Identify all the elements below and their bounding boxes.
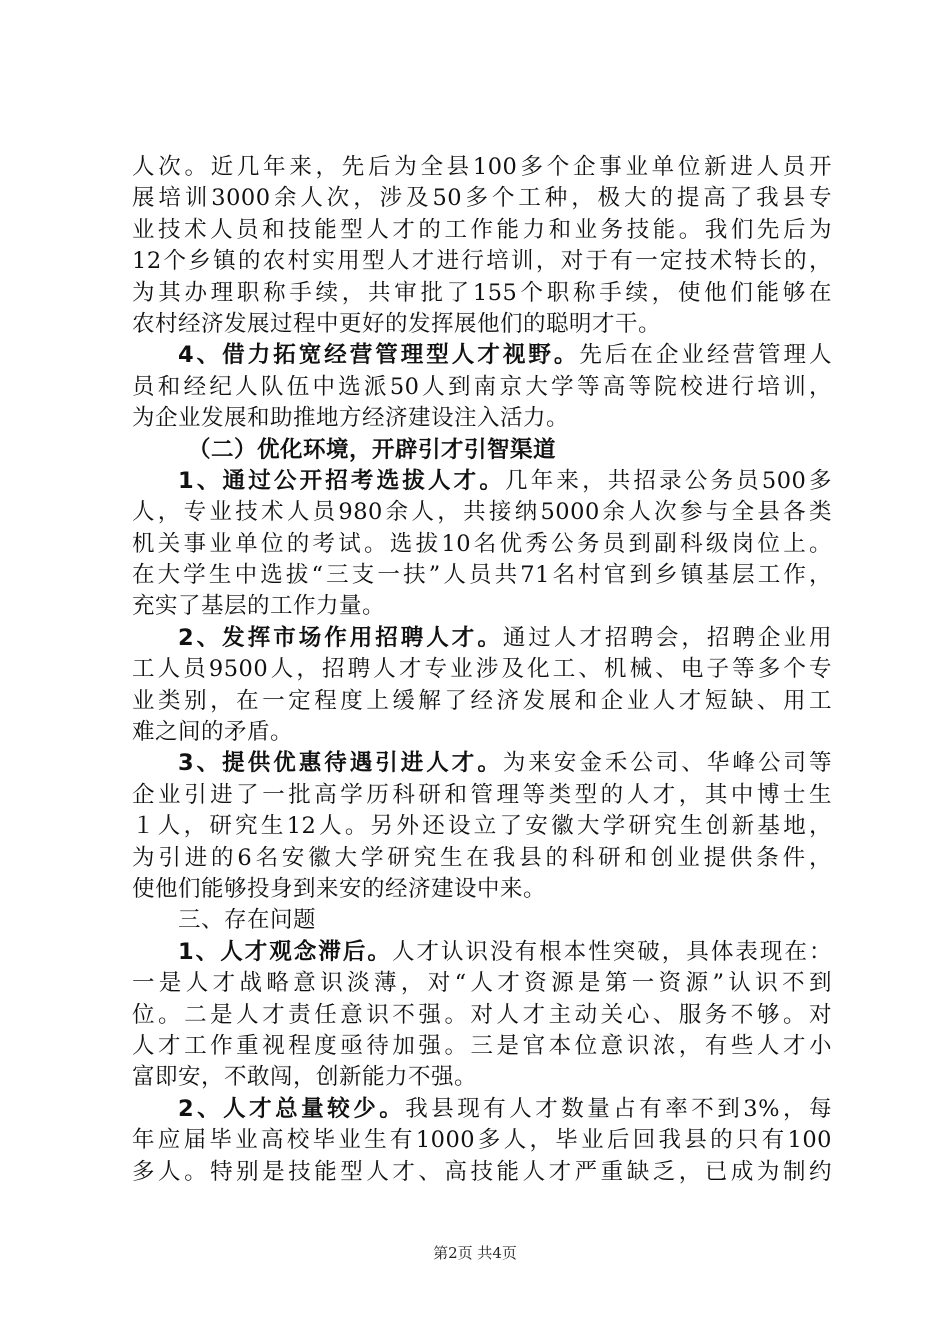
section-title: 三、存在问题 — [178, 907, 317, 934]
text-line: 位。二是人才责任意识不强。对人才主动关心、服务不够。对 — [132, 1001, 832, 1028]
text-line: 员和经纪人队伍中选派50人到南京大学等高等院校进行培训， — [132, 373, 832, 400]
paragraph-first-line — [132, 466, 832, 497]
text-line: 多人。特别是技能型人才、高技能人才严重缺乏，已成为制约 — [132, 1158, 832, 1185]
text-line: 展培训3000余人次，涉及50多个工种，极大的提高了我县专 — [132, 185, 832, 212]
paragraph-first-line — [132, 937, 832, 968]
paragraph-text: 通过人才招聘会，招聘企业用 — [502, 624, 832, 651]
paragraph-text: 先后在企业经营管理人 — [579, 342, 832, 369]
text-line: 充实了基层的工作力量。 — [132, 593, 386, 620]
text-line: 企业引进了一批高学历科研和管理等类型的人才，其中博士生 — [132, 781, 832, 808]
document-page — [132, 152, 832, 1188]
text-line: 为企业发展和助推地方经济建设注入活力。 — [132, 405, 570, 432]
paragraph-text: 为来安金禾公司、华峰公司等 — [502, 750, 832, 777]
text-line: 为其办理职称手续，共审批了155个职称手续，使他们能够在 — [132, 279, 832, 306]
paragraph-heading: 2、人才总量较少。 — [178, 1095, 406, 1122]
paragraph-heading: 4、借力拓宽经营管理型人才视野。 — [178, 342, 580, 369]
paragraph-text: 人才认识没有根本性突破，具体表现在： — [391, 938, 832, 965]
paragraph-first-line — [132, 1094, 832, 1125]
text-line: １人，研究生12人。另外还设立了安徽大学研究生创新基地， — [132, 813, 832, 840]
page-footer: 第2页 共4页 — [433, 1244, 517, 1262]
text-line: 人，专业技术人员980余人，共接纳5000余人次参与全县各类 — [132, 499, 832, 526]
text-line: 一是人才战略意识淡薄，对“人才资源是第一资源”认识不到 — [132, 970, 832, 997]
section-title: （二）优化环境，开辟引才引智渠道 — [188, 436, 557, 463]
paragraph-first-line — [132, 340, 832, 371]
text-line: 难之间的矛盾。 — [132, 719, 294, 746]
text-line: 业类别，在一定程度上缓解了经济发展和企业人才短缺、用工 — [132, 687, 832, 714]
text-line: 工人员9500人，招聘人才专业涉及化工、机械、电子等多个专 — [132, 656, 832, 683]
text-line: 农村经济发展过程中更好的发挥展他们的聪明才干。 — [132, 310, 662, 337]
text-line: 年应届毕业高校毕业生有1000多人，毕业后回我县的只有100 — [132, 1127, 832, 1154]
text-line: 使他们能够投身到来安的经济建设中来。 — [132, 875, 547, 902]
paragraph-heading: 2、发挥市场作用招聘人才。 — [178, 624, 503, 651]
text-line: 机关事业单位的考试。选拔10名优秀公务员到副科级岗位上。 — [132, 530, 832, 557]
text-line: 人才工作重视程度亟待加强。三是官本位意识浓，有些人才小 — [132, 1032, 832, 1059]
paragraph-heading: 1、人才观念滞后。 — [178, 938, 392, 965]
paragraph-heading: 3、提供优惠待遇引进人才。 — [178, 750, 503, 777]
text-line: 业技术人员和技能型人才的工作能力和业务技能。我们先后为 — [132, 216, 832, 243]
paragraph-heading: 1、通过公开招考选拔人才。 — [178, 467, 506, 494]
text-line: 为引进的6名安徽大学研究生在我县的科研和创业提供条件， — [132, 844, 832, 871]
paragraph-first-line — [132, 623, 832, 654]
text-line: 富即安，不敢闯，创新能力不强。 — [132, 1064, 478, 1091]
paragraph-text: 我县现有人才数量占有率不到3%，每 — [405, 1095, 833, 1122]
text-line: 在大学生中选拔“三支一扶”人员共71名村官到乡镇基层工作， — [132, 562, 832, 589]
text-line: 12个乡镇的农村实用型人才进行培训，对于有一定技术特长的， — [132, 248, 832, 275]
text-line: 人次。近几年来，先后为全县100多个企事业单位新进人员开 — [132, 154, 832, 180]
paragraph-first-line — [132, 748, 832, 779]
paragraph-text: 几年来，共招录公务员500多 — [505, 467, 833, 494]
